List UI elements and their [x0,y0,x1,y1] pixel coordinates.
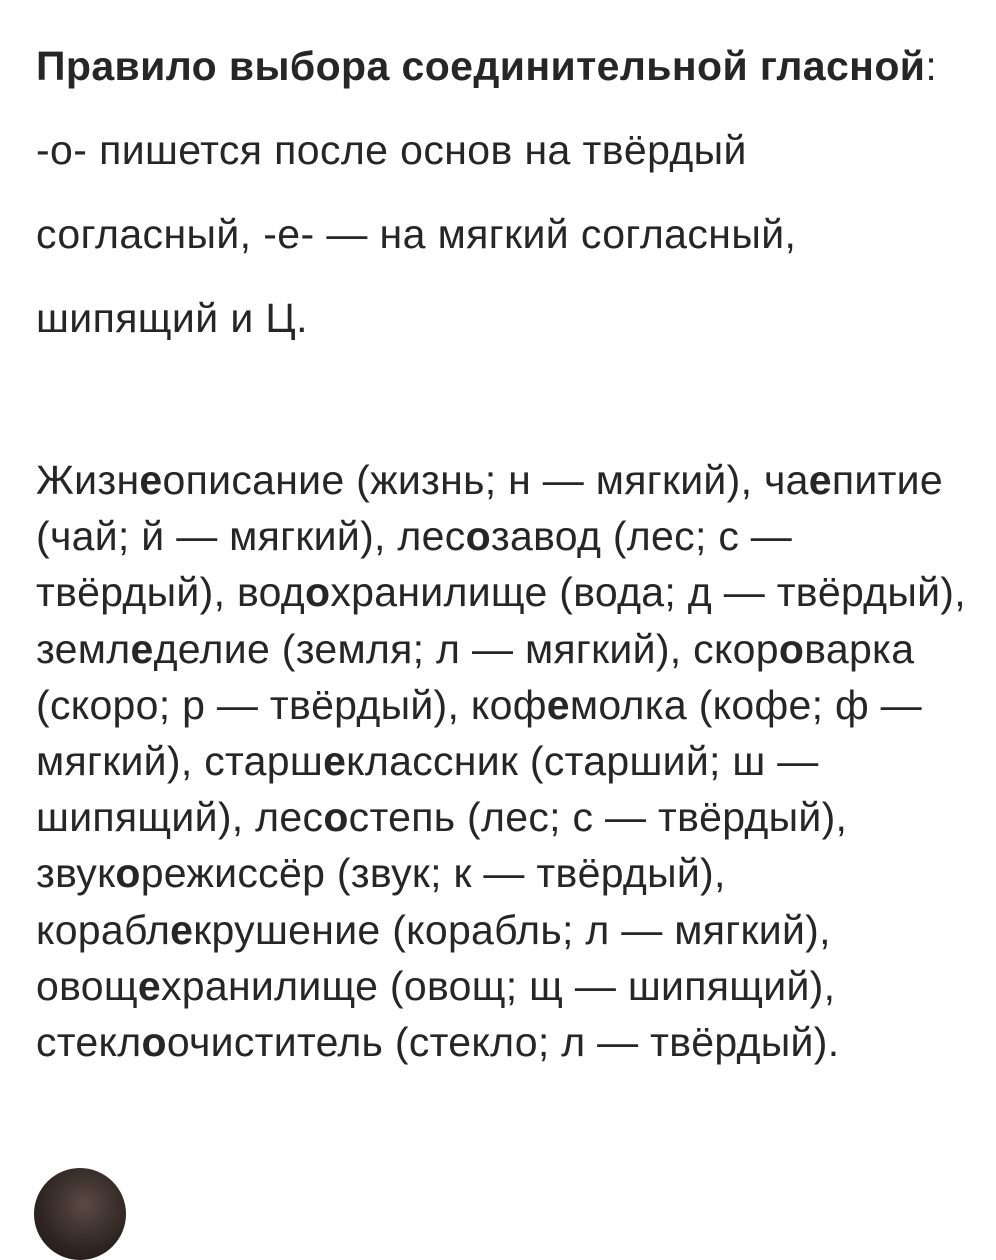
example-linking-vowel: о [141,1019,167,1066]
example-word-stem: лес [255,794,324,841]
rule-body: : -о- пишется после основ на твёрдый согласный, -е- — на мягкий согласный, шипящий и Ц. [36,43,938,341]
example-linking-vowel: е [137,962,161,1009]
example-word-rest: хранилище (вода; д — твёрдый), [330,569,966,616]
example-linking-vowel: е [323,738,347,785]
examples-paragraph [36,452,981,1070]
example-word-stem: Жизн [36,457,140,503]
example-word-rest: делие (земля; л — мягкий), [153,625,694,672]
example-word-rest: очиститель (стекло; л — твёрдый). [166,1019,840,1066]
rule-title: Правило выбора соединительной гласной [36,43,926,89]
example-word-stem: звук [36,850,116,897]
example-linking-vowel: е [546,681,570,728]
example-word-stem: земл [36,625,131,672]
example-word-rest: описание (жизнь; н — мягкий), [162,457,764,503]
example-word-stem: лес [397,513,466,560]
example-word-stem: коф [470,681,547,728]
example-word [36,907,831,953]
example-word-rest: завод (лес; с — твёрдый), [36,513,793,616]
example-word-rest: хранилище (овощ; щ — шипящий), [160,962,836,1009]
example-word [36,1019,839,1065]
example-word-rest: молка (кофе; ф — мягкий), [36,681,922,785]
example-word-stem: вод [236,569,305,616]
example-word [36,963,835,1009]
avatar[interactable] [34,1168,126,1260]
example-linking-vowel: о [778,625,805,672]
example-word-stem: овощ [36,962,138,1009]
example-linking-vowel: о [115,850,141,897]
example-linking-vowel: о [305,569,331,616]
example-word-rest: классник (старший; ш — шипящий), [36,738,819,841]
rule-paragraph [36,24,966,360]
example-linking-vowel: е [139,457,163,503]
example-word-rest: питие (чай; й — мягкий), [36,457,943,560]
example-word-stem: стекл [36,1019,142,1066]
example-linking-vowel: о [465,513,491,560]
example-linking-vowel: е [808,457,832,503]
example-word-rest: крушение (корабль; л — мягкий), [193,906,831,953]
example-word-stem: корабл [36,906,171,953]
example-word [237,569,966,615]
example-linking-vowel: е [130,625,154,672]
example-linking-vowel: е [170,906,194,953]
example-word [36,850,726,896]
example-word-stem: старш [204,738,324,785]
example-word-stem: ча [763,457,809,503]
example-word-rest: режиссёр (звук; к — твёрдый), [140,850,726,897]
example-word-rest: степь (лес; с — твёрдый), [348,794,848,841]
example-word-rest: варка (скоро; р — твёрдый), [36,625,915,728]
example-word [36,626,693,672]
example-word [36,457,764,503]
example-word [255,794,847,840]
example-word-stem: скор [693,625,779,672]
example-linking-vowel: о [323,794,349,841]
